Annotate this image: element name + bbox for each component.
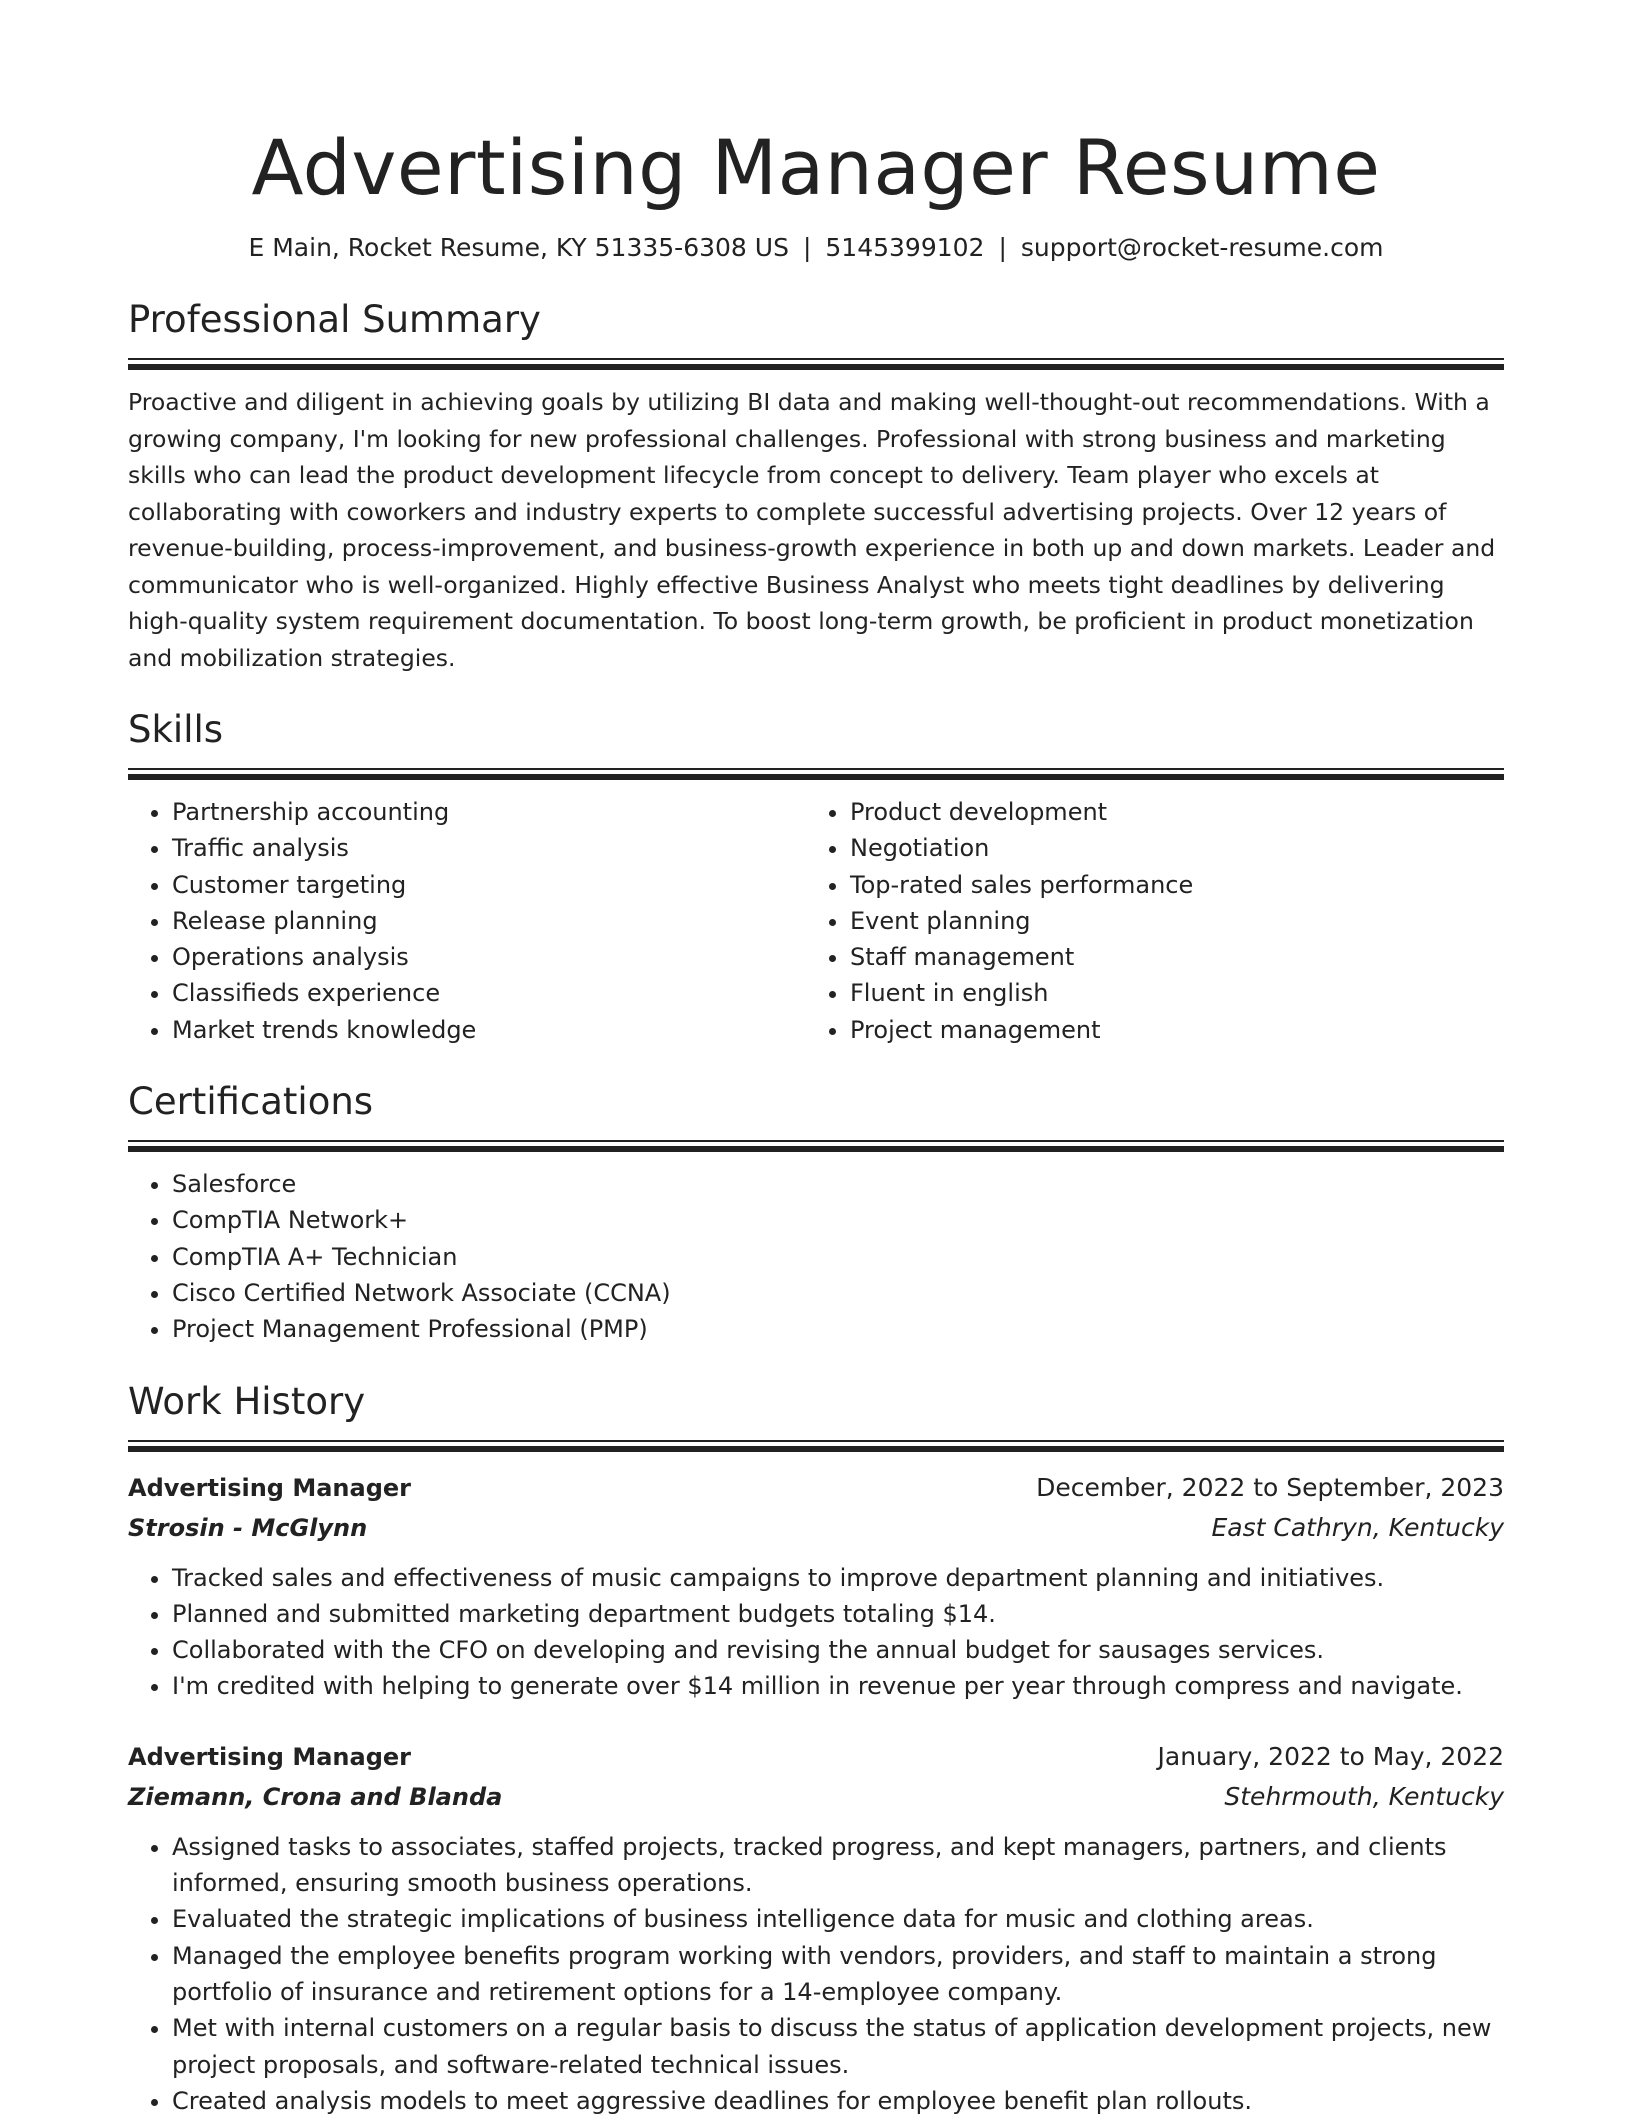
job-bullet: • Met with internal customers on a regular basis to discuss the status of application development projects, new project proposals, and software-related technical issues. xyxy=(172,2010,1504,2083)
job-bullet: • Assigned tasks to associates, staffed projects, tracked progress, and kept managers, partners, and clients informed, ensuring smooth business operations. xyxy=(172,1829,1504,1902)
job-bullet: • I'm credited with helping to generate over $14 million in revenue per year through compress and navigate. xyxy=(172,1668,1504,1704)
skill-item: • Project management xyxy=(850,1012,1484,1048)
job-header-row xyxy=(128,1737,1504,1777)
job-bullets xyxy=(128,1829,1504,2119)
skill-item: • Event planning xyxy=(850,903,1484,939)
certifications-list xyxy=(128,1166,1504,1347)
certification-item: • CompTIA A+ Technician xyxy=(172,1239,1504,1275)
contact-line xyxy=(128,230,1504,266)
skill-item: • Customer targeting xyxy=(172,867,806,903)
job-company-row xyxy=(128,1508,1504,1548)
contact-separator: | xyxy=(998,233,1007,262)
skill-item: • Product development xyxy=(850,794,1484,830)
skill-item: • Release planning xyxy=(172,903,806,939)
job-bullet: • Tracked sales and effectiveness of music campaigns to improve department planning and initiatives. xyxy=(172,1560,1504,1596)
section-divider-thick xyxy=(128,774,1504,780)
summary-section xyxy=(128,296,1504,676)
job-bullet: • Planned and submitted marketing department budgets totaling $14. xyxy=(172,1596,1504,1632)
work-history-section xyxy=(128,1378,1504,2119)
skill-item: • Operations analysis xyxy=(172,939,806,975)
job-company: Strosin - McGlynn xyxy=(128,1513,368,1542)
section-divider-thin xyxy=(128,1140,1504,1142)
skill-item: • Partnership accounting xyxy=(172,794,806,830)
job-company-row xyxy=(128,1777,1504,1817)
certifications-section xyxy=(128,1078,1504,1347)
job-dates: December, 2022 to September, 2023 xyxy=(1036,1472,1504,1502)
skill-item: • Traffic analysis xyxy=(172,830,806,866)
job-title: Advertising Manager xyxy=(128,1742,411,1771)
skill-item: • Classifieds experience xyxy=(172,975,806,1011)
certification-item: • Salesforce xyxy=(172,1166,1504,1202)
contact-phone: 5145399102 xyxy=(825,233,985,262)
job-bullet: • Evaluated the strategic implications of business intelligence data for music and clothing areas. xyxy=(172,1901,1504,1937)
section-title-skills: Skills xyxy=(128,708,224,751)
job-title: Advertising Manager xyxy=(128,1473,411,1502)
skill-item: • Fluent in english xyxy=(850,975,1484,1011)
section-divider-thin xyxy=(128,768,1504,770)
job-bullet: • Created analysis models to meet aggressive deadlines for employee benefit plan rollouts. xyxy=(172,2083,1504,2119)
job-bullet: • Managed the employee benefits program working with vendors, providers, and staff to maintain a strong portfolio of insurance and retirement options for a 14-employee company. xyxy=(172,1938,1504,2011)
skills-section xyxy=(128,706,1504,1048)
resume-page xyxy=(128,0,1504,2119)
section-divider-thick xyxy=(128,1146,1504,1152)
job-entry xyxy=(128,1468,1504,1705)
job-dates: January, 2022 to May, 2022 xyxy=(1157,1741,1504,1771)
section-title-certifications: Certifications xyxy=(128,1080,374,1124)
job-location: Stehrmouth, Kentucky xyxy=(1224,1781,1504,1811)
certification-item: • Cisco Certified Network Associate (CCNA) xyxy=(172,1275,1504,1311)
resume-title: Advertising Manager Resume xyxy=(251,123,1381,212)
section-title-summary: Professional Summary xyxy=(128,298,541,341)
skills-grid xyxy=(128,794,1504,1048)
section-divider-thin xyxy=(128,1440,1504,1442)
contact-separator: | xyxy=(802,233,812,262)
contact-address: E Main, Rocket Resume, KY 51335-6308 US xyxy=(248,233,789,262)
summary-text: Proactive and diligent in achieving goals by utilizing BI data and making well-thought-out recommendations. With a growing company, I'm looking for new professional challenges. Professional with strong business and marketing skills who can lead the product development lifecycle from concept to delivery. Team player who excels at collaborating with coworkers and industry experts to complete successful advertising projects. Over 12 years of revenue-building, process-improvement, and business-growth experience in both up and down markets. Leader and communicator who is well-organized. Highly effective Business Analyst who meets tight deadlines by delivering high-quality system requirement documentation. To boost long-term growth, be proficient in product monetization and mobilization strategies. xyxy=(128,388,1496,672)
skill-item: • Staff management xyxy=(850,939,1484,975)
certification-item: • CompTIA Network+ xyxy=(172,1202,1504,1238)
section-title-work-history: Work History xyxy=(128,1379,366,1423)
job-header-row xyxy=(128,1468,1504,1508)
section-divider-thick xyxy=(128,364,1504,370)
section-divider-thick xyxy=(128,1446,1504,1452)
job-company: Ziemann, Crona and Blanda xyxy=(128,1782,503,1811)
certification-item: • Project Management Professional (PMP) xyxy=(172,1311,1504,1347)
skill-item: • Top-rated sales performance xyxy=(850,867,1484,903)
skill-item: • Negotiation xyxy=(850,830,1484,866)
skills-list-right xyxy=(806,794,1484,1048)
contact-email: support@rocket-resume.com xyxy=(1020,233,1384,262)
skills-list-left xyxy=(128,794,806,1048)
skill-item: • Market trends knowledge xyxy=(172,1012,806,1048)
job-bullet: • Collaborated with the CFO on developing and revising the annual budget for sausages services. xyxy=(172,1632,1504,1668)
job-location: East Cathryn, Kentucky xyxy=(1211,1512,1504,1542)
job-entry xyxy=(128,1737,1504,2119)
section-divider-thin xyxy=(128,358,1504,360)
job-bullets xyxy=(128,1560,1504,1705)
